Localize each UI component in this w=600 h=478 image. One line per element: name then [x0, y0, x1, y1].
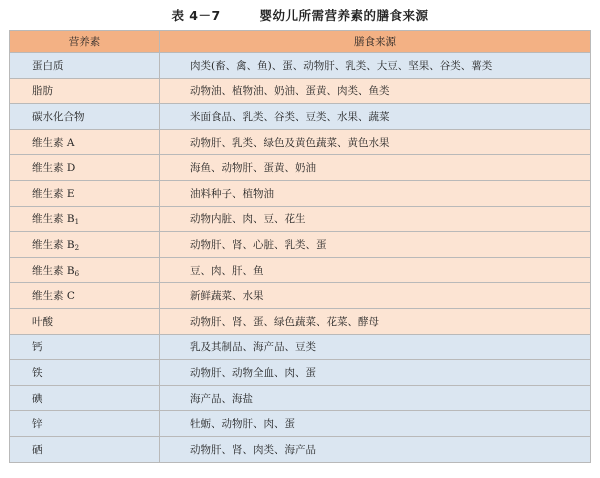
food-source-cell: 海产品、海盐 [160, 385, 591, 411]
nutrient-name: 锌 [32, 418, 43, 431]
table-number: 表 4－7 [171, 8, 221, 23]
nutrient-cell [10, 53, 160, 79]
food-source-cell: 豆、肉、肝、鱼 [160, 257, 591, 283]
table-row [10, 104, 591, 130]
table-row [10, 155, 591, 181]
nutrient-cell [10, 334, 160, 360]
nutrient-name: 蛋白质 [32, 59, 64, 72]
nutrient-name: 维生素 A [32, 136, 75, 149]
table-row [10, 283, 591, 309]
food-source-cell: 动物肝、动物全血、肉、蛋 [160, 360, 591, 386]
table-row [10, 129, 591, 155]
nutrient-cell [10, 360, 160, 386]
nutrient-subscript: 1 [74, 218, 80, 227]
food-source-cell: 新鲜蔬菜、水果 [160, 283, 591, 309]
nutrient-cell [10, 206, 160, 232]
table-row [10, 206, 591, 232]
nutrient-cell [10, 129, 160, 155]
food-source-cell: 乳及其制品、海产品、豆类 [160, 334, 591, 360]
nutrient-cell [10, 308, 160, 334]
nutrient-cell [10, 257, 160, 283]
table-row [10, 436, 591, 462]
food-source-cell: 动物肝、肾、蛋、绿色蔬菜、花菜、酵母 [160, 308, 591, 334]
nutrient-cell [10, 283, 160, 309]
table-row [10, 385, 591, 411]
nutrient-cell [10, 385, 160, 411]
food-source-cell: 动物肝、肾、心脏、乳类、蛋 [160, 232, 591, 258]
nutrient-cell [10, 78, 160, 104]
table-body [10, 53, 591, 463]
food-source-cell: 牡蛎、动物肝、肉、蛋 [160, 411, 591, 437]
nutrient-name: 脂肪 [32, 85, 53, 98]
nutrient-cell [10, 155, 160, 181]
nutrient-name: 硒 [32, 443, 43, 456]
food-source-cell: 海鱼、动物肝、蛋黄、奶油 [160, 155, 591, 181]
table-header-row [10, 31, 591, 53]
table-row [10, 232, 591, 258]
table-title: 婴幼儿所需营养素的膳食来源 [259, 8, 429, 23]
nutrient-name: 钙 [32, 341, 43, 354]
nutrient-name: 叶酸 [32, 315, 53, 328]
food-source-cell: 动物肝、乳类、绿色及黄色蔬菜、黄色水果 [160, 129, 591, 155]
table-row [10, 360, 591, 386]
nutrient-cell [10, 411, 160, 437]
table-row [10, 334, 591, 360]
nutrient-cell [10, 232, 160, 258]
table-row [10, 411, 591, 437]
nutrient-name: 维生素 D [32, 162, 76, 175]
table-row [10, 78, 591, 104]
nutrient-name: 维生素 C [32, 290, 75, 303]
food-source-cell: 动物油、植物油、奶油、蛋黄、肉类、鱼类 [160, 78, 591, 104]
nutrient-name: 维生素 E [32, 187, 75, 200]
nutrient-name: 维生素 B [32, 213, 75, 226]
nutrient-source-table [9, 30, 591, 463]
nutrient-name: 维生素 B [32, 264, 75, 277]
food-source-cell: 米面食品、乳类、谷类、豆类、水果、蔬菜 [160, 104, 591, 130]
nutrient-cell [10, 104, 160, 130]
nutrient-name: 铁 [32, 366, 43, 379]
table-row [10, 308, 591, 334]
table-row [10, 53, 591, 79]
nutrient-subscript: 2 [74, 243, 80, 252]
nutrient-cell [10, 180, 160, 206]
nutrient-subscript: 6 [74, 269, 80, 278]
nutrient-cell [10, 436, 160, 462]
nutrient-name: 碘 [32, 392, 43, 405]
header-food-source: 膳食来源 [160, 31, 591, 53]
food-source-cell: 动物肝、肾、肉类、海产品 [160, 436, 591, 462]
table-caption [0, 6, 600, 24]
food-source-cell: 动物内脏、肉、豆、花生 [160, 206, 591, 232]
food-source-cell: 肉类(畜、禽、鱼)、蛋、动物肝、乳类、大豆、坚果、谷类、薯类 [160, 53, 591, 79]
header-nutrient: 营养素 [10, 31, 160, 53]
nutrient-name: 碳水化合物 [32, 110, 85, 123]
table-row [10, 180, 591, 206]
table-row [10, 257, 591, 283]
food-source-cell: 油料种子、植物油 [160, 180, 591, 206]
nutrient-name: 维生素 B [32, 238, 75, 251]
